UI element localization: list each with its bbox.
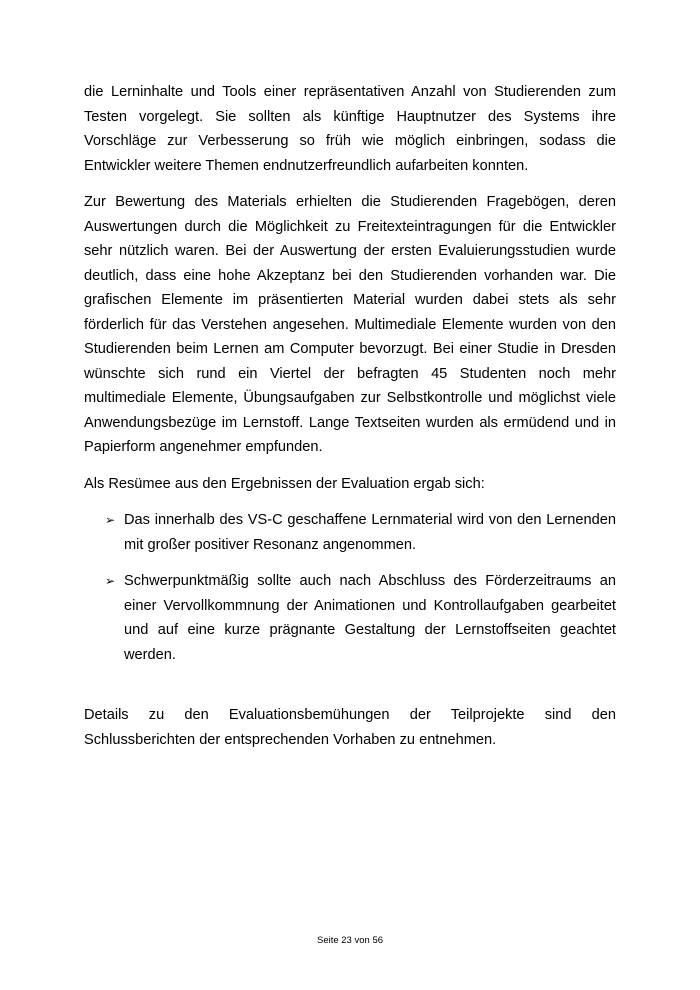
arrow-bullet-icon: ➢: [105, 513, 116, 527]
list-item: [84, 569, 616, 667]
paragraph-details: Details zu den Evaluationsbemühungen der Teilprojekte sind den Schlussberichten der entsprechenden Vorhaben zu entnehmen.: [84, 707, 616, 748]
spacer: [84, 679, 616, 703]
bullet-text: Das innerhalb des VS-C geschaffene Lernmaterial wird von den Lernenden mit großer positiver Resonanz angenommen.: [124, 512, 616, 553]
list-item: [84, 508, 616, 557]
paragraph-testing: die Lerninhalte und Tools einer repräsentativen Anzahl von Studierenden zum Testen vorgelegt. Sie sollten als künftige Hauptnutzer des Systems ihre Vorschläge zur Verbesserung so früh wie möglich einbringen, sodass die Entwickler weitere Themen endnutzerfreundlich aufarbeiten konnten.: [84, 84, 616, 174]
bullet-text: Schwerpunktmäßig sollte auch nach Abschluss des Förderzeitraums an einer Vervollkommnung der Animationen und Kontrollaufgaben gearbeitet und auf eine kurze prägnante Gestaltung der Lernstoffseiten geachtet werden.: [124, 573, 616, 663]
paragraph-evaluation: Zur Bewertung des Materials erhielten die Studierenden Fragebögen, deren Auswertungen durch die Möglichkeit zu Freitexteintragungen für die Entwickler sehr nützlich waren. Bei der Auswertung der ersten Evaluierungsstudien wurde deutlich, dass eine hohe Akzeptanz bei den Studierenden vorhanden war. Die grafischen Elemente im präsentierten Material wurden dabei stets als sehr förderlich für das Verstehen angesehen. Multimediale Elemente wurden von den Studierenden beim Lernen am Computer bevorzugt. Bei einer Studie in Dresden wünschte sich rund ein Viertel der befragten 45 Studenten noch mehr multimediale Elemente, Übungsaufgaben zur Selbstkontrolle und möglichst viele Anwendungsbezüge im Lernstoff. Lange Textseiten wurden als ermüdend und in Papierform angenehmer empfunden.: [84, 194, 616, 455]
arrow-bullet-icon: ➢: [105, 574, 116, 588]
page-number-footer: Seite 23 von 56: [316, 935, 384, 946]
paragraph-summary-intro: Als Resümee aus den Ergebnissen der Evaluation ergab sich:: [84, 475, 485, 492]
summary-bullet-list: [84, 508, 616, 667]
page-body: [84, 80, 616, 764]
